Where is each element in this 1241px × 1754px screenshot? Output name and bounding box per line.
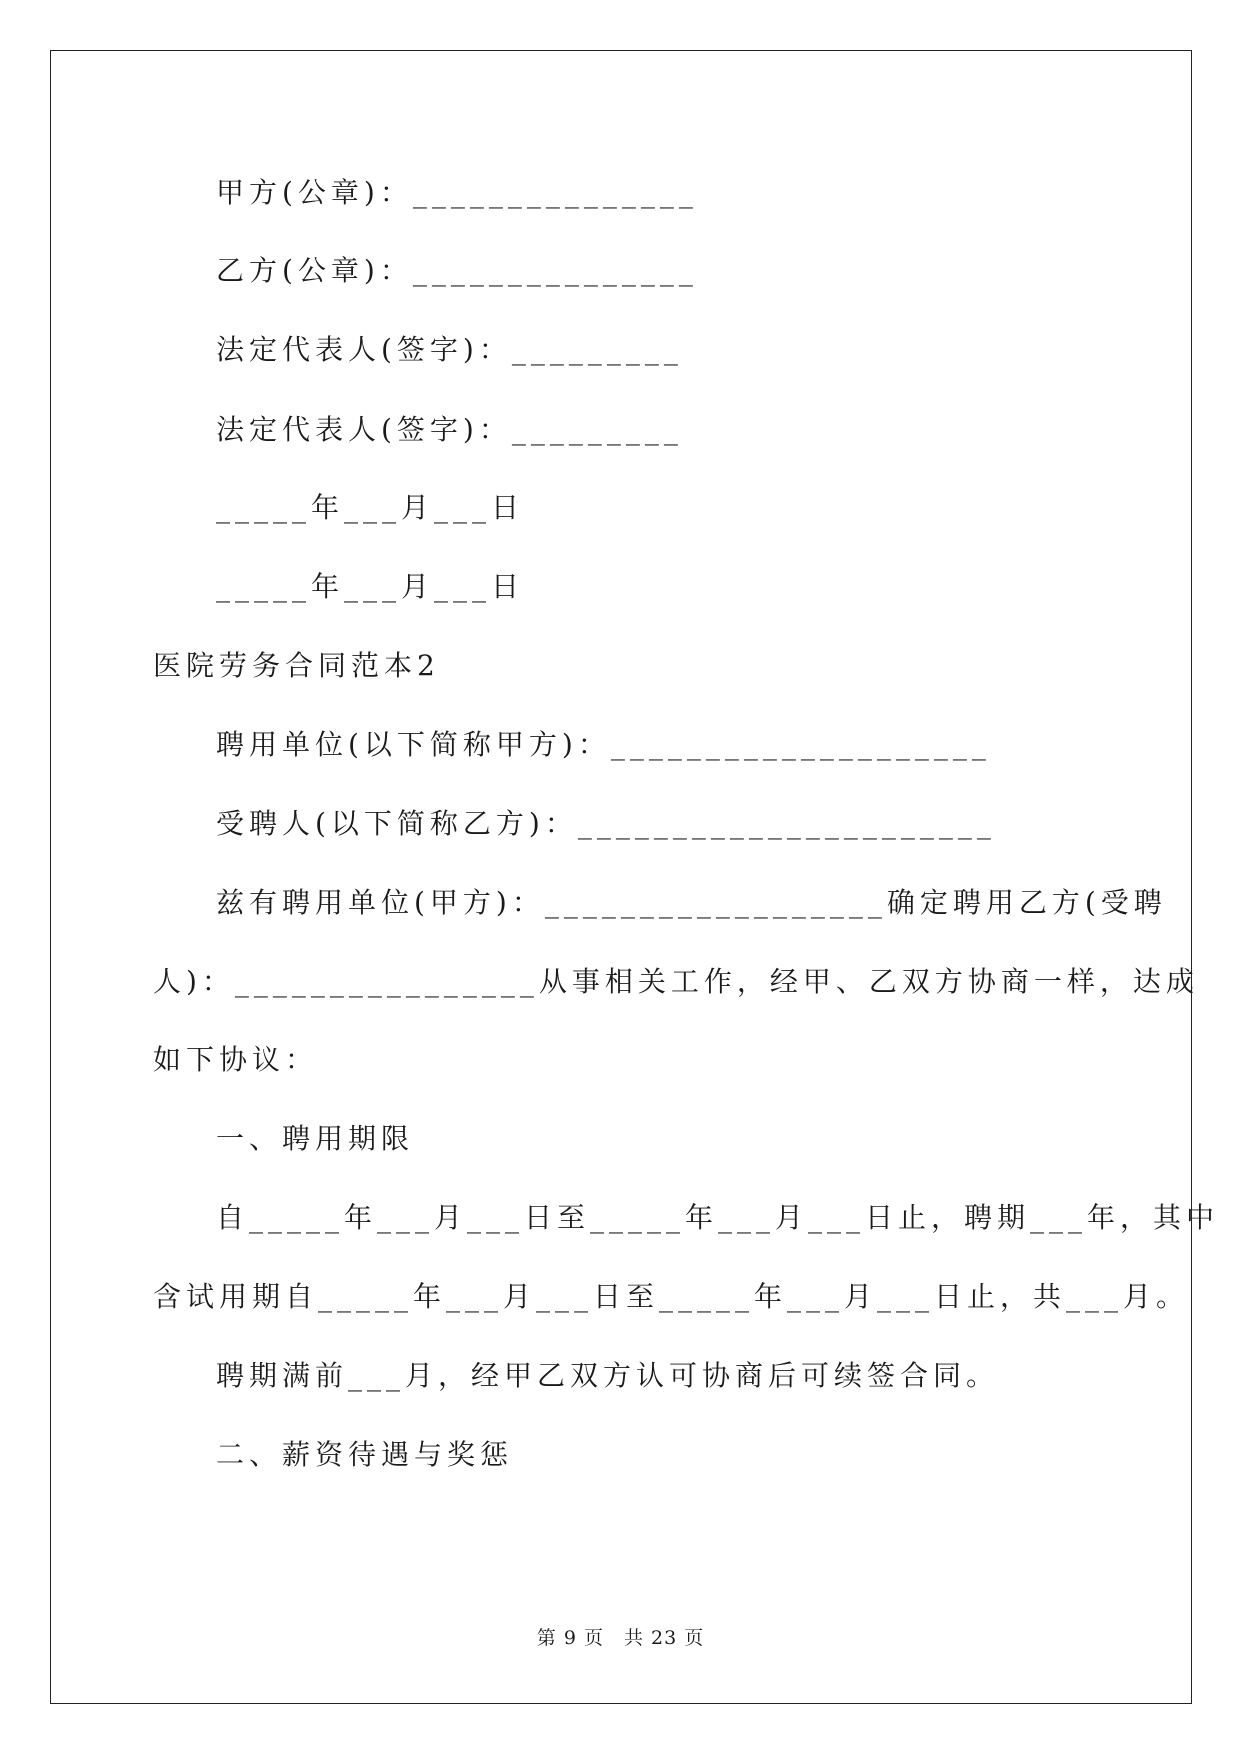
agreement-paragraph-line-2: 人)：________________从事相关工作，经甲、乙双方协商一样，达成 (153, 965, 1199, 998)
date-line-1: _____年___月___日 (216, 491, 525, 524)
clause-heading-term: 一、聘用期限 (216, 1122, 415, 1155)
date-line-2: _____年___月___日 (216, 570, 525, 603)
employee-line: 受聘人(以下简称乙方)：______________________ (216, 807, 996, 840)
party-b-seal-line: 乙方(公章)：_______________ (216, 254, 698, 287)
legal-rep-signature-line-1: 法定代表人(签字)：_________ (216, 333, 683, 366)
term-paragraph-line-1: 自_____年___月___日至_____年___月___日止，聘期___年，其中 (216, 1201, 1220, 1234)
agreement-paragraph-line-3: 如下协议： (153, 1043, 319, 1076)
employer-line: 聘用单位(以下简称甲方)：____________________ (216, 728, 991, 761)
section-title: 医院劳务合同范本2 (153, 649, 440, 682)
party-a-seal-line: 甲方(公章)：_______________ (216, 176, 698, 209)
term-paragraph-line-2: 含试用期自_____年___月___日至_____年___月___日止，共___月。 (153, 1280, 1190, 1313)
clause-heading-salary: 二、薪资待遇与奖惩 (216, 1438, 514, 1471)
page-number-footer: 第 9 页 共 23 页 (536, 1627, 705, 1649)
agreement-paragraph-line-1: 兹有聘用单位(甲方)：__________________确定聘用乙方(受聘 (216, 886, 1167, 919)
renewal-paragraph: 聘期满前___月，经甲乙双方认可协商后可续签合同。 (216, 1359, 1000, 1392)
legal-rep-signature-line-2: 法定代表人(签字)：_________ (216, 413, 683, 446)
